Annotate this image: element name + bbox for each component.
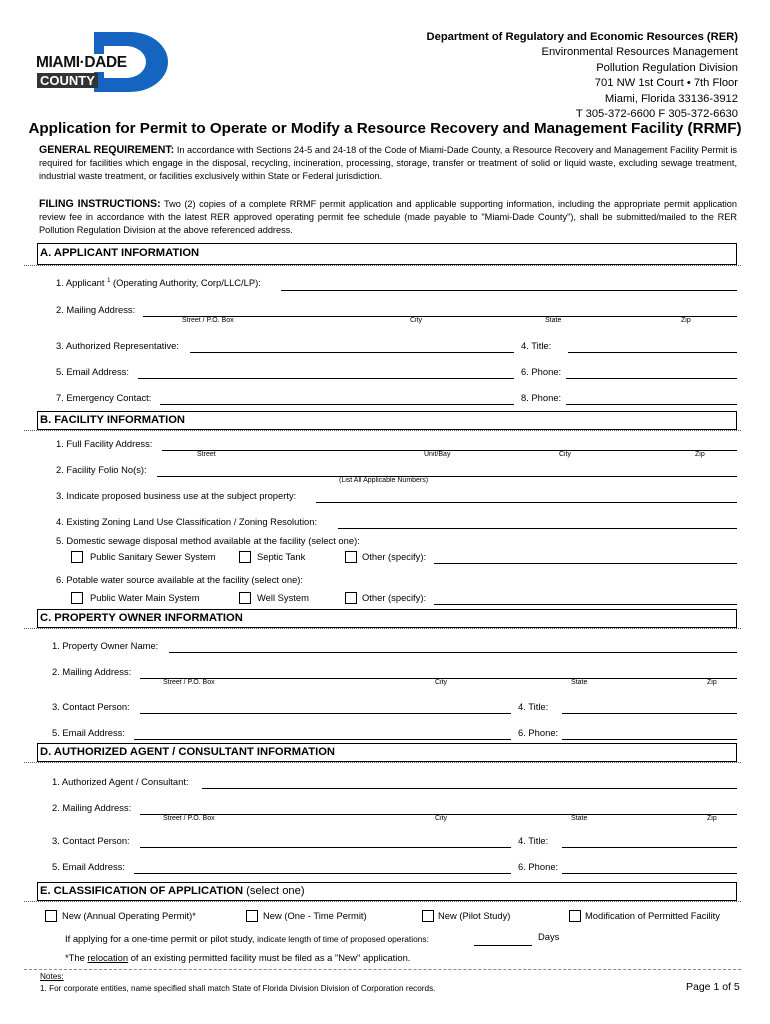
logo-line2: COUNTY — [37, 73, 98, 88]
sewage-public-label: Public Sanitary Sewer System — [90, 551, 216, 562]
class-new-onetime-label: New (One - Time Permit) — [263, 910, 367, 921]
a-phone-label: 6. Phone: — [521, 366, 562, 377]
d-phone-label: 6. Phone: — [518, 861, 559, 872]
section-d-title: D. AUTHORIZED AGENT / CONSULTANT INFORMATION — [40, 746, 335, 758]
d-email-label: 5. Email Address: — [52, 861, 125, 872]
c-contact-field[interactable] — [140, 713, 511, 714]
b-sub-street: Street — [197, 451, 216, 458]
water-other-checkbox[interactable] — [345, 592, 357, 604]
applicant-label: 1. Applicant $^1$ (Operating Authority, Corp/LLC/LP): — [56, 277, 261, 288]
sewage-other-field[interactable] — [434, 563, 737, 564]
section-e-note: (select one) — [246, 885, 305, 897]
a-rep-label: 3. Authorized Representative: — [56, 340, 179, 351]
a-phone-field[interactable] — [566, 378, 737, 379]
dept-division: Environmental Resources Management — [541, 46, 738, 59]
e-days-field[interactable] — [474, 945, 532, 946]
d-mailing-label: 2. Mailing Address: — [52, 802, 132, 813]
d-title-field[interactable] — [562, 847, 737, 848]
dept-city: Miami, Florida 33136-3912 — [604, 92, 738, 105]
filing-lead: FILING INSTRUCTIONS: — [39, 198, 161, 210]
d-title-label: 4. Title: — [518, 835, 549, 846]
c-email-label: 5. Email Address: — [52, 727, 125, 738]
class-new-pilot-checkbox[interactable] — [422, 910, 434, 922]
a-title-label: 4. Title: — [521, 340, 552, 351]
e-note1: If applying for a one-time permit or pilot study, indicate length of time of proposed operations: — [65, 933, 429, 944]
county-logo — [36, 32, 168, 92]
a-email-field[interactable] — [138, 378, 514, 379]
section-a-header — [37, 243, 737, 265]
c-sub-zip: Zip — [707, 679, 717, 686]
filing-instructions — [39, 198, 737, 237]
footer-divider — [24, 969, 741, 970]
b-water-label: 6. Potable water source available at the facility (select one): — [56, 574, 304, 585]
form-title: Application for Permit to Operate or Modify a Resource Recovery and Management Facility (RRMF) — [28, 120, 742, 137]
water-public-checkbox[interactable] — [71, 592, 83, 604]
section-e-title: E. CLASSIFICATION OF APPLICATION — [40, 885, 244, 897]
general-lead: GENERAL REQUIREMENT: — [39, 144, 175, 156]
d-sub-street: Street / P.O. Box — [163, 815, 215, 822]
filing-text: Two (2) copies of a complete RRMF permit application and applicable supporting information, including the appropriate permit application review fee in accordance with the latest RER approved operating permit fee schedule (made payable to "Miami-Dade County"), shall be submitted/mailed to the RER Pollution Regulation Division at the above referenced address. — [39, 199, 737, 235]
section-b-title: B. FACILITY INFORMATION — [40, 414, 186, 426]
a-mailing-label: 2. Mailing Address: — [56, 304, 136, 315]
class-new-annual-checkbox[interactable] — [45, 910, 57, 922]
class-modification-label: Modification of Permitted Facility — [585, 910, 720, 921]
a-sub-state: State — [545, 317, 562, 324]
water-other-field[interactable] — [434, 604, 737, 605]
c-phone-field[interactable] — [562, 739, 737, 740]
e-note2: *The relocation of an existing permitted facility must be filed as a "New" application. — [65, 952, 411, 963]
dept-street: 701 NW 1st Court • 7th Floor — [594, 77, 738, 90]
class-new-annual-label: New (Annual Operating Permit)* — [62, 910, 196, 921]
applicant-field[interactable] — [281, 290, 737, 291]
b-use-label: 3. Indicate proposed business use at the subject property: — [56, 490, 297, 501]
sewage-other-label: Other (specify): — [362, 551, 427, 562]
a-phone2-field[interactable] — [566, 404, 737, 405]
d-email-field[interactable] — [134, 873, 511, 874]
b-sewage-label: 5. Domestic sewage disposal method available at the facility (select one): — [56, 535, 360, 546]
c-contact-label: 3. Contact Person: — [52, 701, 130, 712]
sewage-public-checkbox[interactable] — [71, 551, 83, 563]
b-sub-zip: Zip — [695, 451, 705, 458]
d-contact-field[interactable] — [140, 847, 511, 848]
d-phone-field[interactable] — [562, 873, 737, 874]
notes-label: Notes: — [40, 972, 64, 981]
d-sub-state: State — [571, 815, 588, 822]
class-modification-checkbox[interactable] — [569, 910, 581, 922]
section-e-header — [37, 882, 737, 901]
b-sub-city: City — [559, 451, 572, 458]
sewage-septic-label: Septic Tank — [257, 551, 306, 562]
page-number: Page 1 of 5 — [686, 981, 740, 993]
water-public-label: Public Water Main System — [90, 592, 200, 603]
c-sub-city: City — [435, 679, 448, 686]
c-email-field[interactable] — [134, 739, 511, 740]
b-use-field[interactable] — [316, 502, 737, 503]
a-sub-street: Street / P.O. Box — [182, 317, 234, 324]
sewage-other-checkbox[interactable] — [345, 551, 357, 563]
dept-subdivision: Pollution Regulation Division — [596, 61, 738, 74]
c-owner-field[interactable] — [169, 652, 737, 653]
a-emergency-field[interactable] — [160, 404, 514, 405]
sewage-septic-checkbox[interactable] — [239, 551, 251, 563]
c-sub-state: State — [571, 679, 588, 686]
b-folio-field[interactable] — [157, 476, 737, 477]
b-zoning-label: 4. Existing Zoning Land Use Classification / Zoning Resolution: — [56, 516, 318, 527]
a-sub-zip: Zip — [681, 317, 691, 324]
general-requirement — [39, 144, 737, 183]
d-contact-label: 3. Contact Person: — [52, 835, 130, 846]
class-new-onetime-checkbox[interactable] — [246, 910, 258, 922]
section-c-header — [37, 609, 737, 628]
general-text: In accordance with Sections 24-5 and 24-18 of the Code of Miami-Dade County, a Resource Recovery and Management Facility Permit is required for facilities which engage in the disposal, recycling, incineration, processing, storage, transfer or treatment of solid or liquid waste, excluding sewage treatment, industrial waste treatment, or facilities exclusively within State or Federal jurisdiction. — [39, 145, 737, 181]
c-title-label: 4. Title: — [518, 701, 549, 712]
d-agent-label: 1. Authorized Agent / Consultant: — [52, 776, 189, 787]
b-zoning-field[interactable] — [338, 528, 737, 529]
water-well-checkbox[interactable] — [239, 592, 251, 604]
b-folio-note: (List All Applicable Numbers) — [339, 477, 429, 484]
e-days-label: Days — [538, 931, 560, 942]
water-well-label: Well System — [257, 592, 309, 603]
class-new-pilot-label: New (Pilot Study) — [438, 910, 511, 921]
c-title-field[interactable] — [562, 713, 737, 714]
section-a-title: A. APPLICANT INFORMATION — [40, 247, 200, 259]
section-d-header — [37, 743, 737, 762]
b-sub-unit: Unit/Bay — [424, 451, 451, 458]
d-sub-city: City — [435, 815, 448, 822]
footer-note1: 1. For corporate entities, name specified shall match State of Florida Division Division of Corporation records. — [40, 984, 436, 993]
c-owner-label: 1. Property Owner Name: — [52, 640, 159, 651]
a-phone2-label: 8. Phone: — [521, 392, 562, 403]
c-sub-street: Street / P.O. Box — [163, 679, 215, 686]
d-agent-field[interactable] — [202, 788, 737, 789]
c-mailing-label: 2. Mailing Address: — [52, 666, 132, 677]
logo-line1: MIAMI·DADE — [36, 54, 127, 71]
dept-phone: T 305-372-6600 F 305-372-6630 — [575, 108, 738, 121]
c-phone-label: 6. Phone: — [518, 727, 559, 738]
section-c-title: C. PROPERTY OWNER INFORMATION — [40, 612, 243, 624]
water-other-label: Other (specify): — [362, 592, 427, 603]
d-sub-zip: Zip — [707, 815, 717, 822]
department-header — [427, 30, 738, 122]
a-rep-field[interactable] — [190, 352, 514, 353]
b-folio-label: 2. Facility Folio No(s): — [56, 464, 147, 475]
a-email-label: 5. Email Address: — [56, 366, 129, 377]
dept-name: Department of Regulatory and Economic Resources (RER) — [426, 31, 738, 43]
a-sub-city: City — [410, 317, 423, 324]
a-title-field[interactable] — [568, 352, 737, 353]
b-address-label: 1. Full Facility Address: — [56, 438, 153, 449]
section-b-header — [37, 411, 737, 430]
a-emergency-label: 7. Emergency Contact: — [56, 392, 152, 403]
